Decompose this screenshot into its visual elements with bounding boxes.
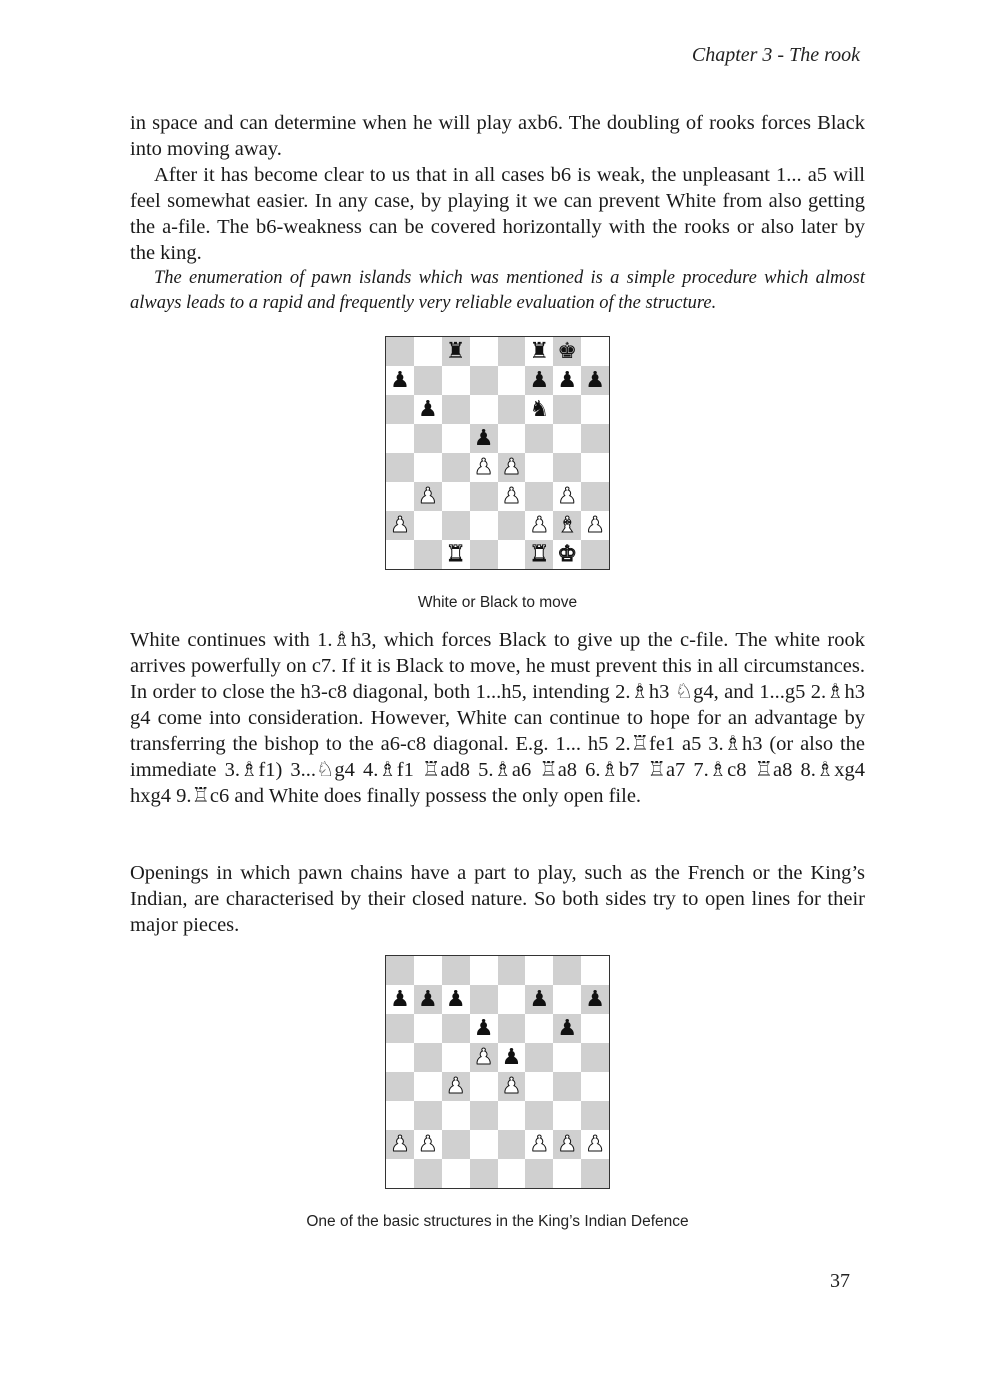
square-b4: [414, 1072, 442, 1101]
square-a5: [386, 424, 414, 453]
white-pawn-icon: ♟: [585, 512, 605, 538]
square-d1: [470, 1159, 498, 1188]
black-pawn-icon: ♟: [390, 986, 410, 1012]
black-pawn-icon: ♟: [585, 367, 605, 393]
white-pawn-icon: ♟: [417, 1131, 438, 1157]
square-h2: [581, 1130, 609, 1159]
square-f1: [525, 540, 553, 569]
square-a1: [386, 1159, 414, 1188]
square-b7: [414, 366, 442, 395]
square-f5: [525, 1043, 553, 1072]
square-b3: [414, 1101, 442, 1130]
square-d4: [470, 1072, 498, 1101]
square-c2: [442, 1130, 470, 1159]
square-e2: [498, 511, 526, 540]
white-pawn-icon: ♟: [529, 512, 550, 538]
black-pawn-icon: ♟: [445, 986, 466, 1012]
square-h1: [581, 1159, 609, 1188]
white-pawn-icon: ♟: [529, 1131, 550, 1157]
square-e6: [498, 1014, 526, 1043]
square-g7: [553, 985, 581, 1014]
square-g4: [553, 453, 581, 482]
square-f5: [525, 424, 553, 453]
square-c6: [442, 1014, 470, 1043]
square-h3: [581, 1101, 609, 1130]
square-h8: [581, 337, 609, 366]
black-rook-icon: ♜: [445, 338, 466, 364]
square-b7: [414, 985, 442, 1014]
square-d3: [470, 1101, 498, 1130]
black-pawn-icon: ♟: [473, 425, 494, 451]
square-c7: [442, 366, 470, 395]
white-pawn-icon: ♟: [585, 1131, 605, 1157]
square-f6: [525, 395, 553, 424]
square-e6: [498, 395, 526, 424]
page-number: 37: [830, 1270, 850, 1292]
square-h3: [581, 482, 609, 511]
square-a3: [386, 482, 414, 511]
square-e3: [498, 482, 526, 511]
square-h6: [581, 395, 609, 424]
square-c5: [442, 424, 470, 453]
square-a8: [386, 956, 414, 985]
square-a2: [386, 511, 414, 540]
square-c1: [442, 1159, 470, 1188]
white-pawn-icon: ♟: [445, 1073, 466, 1099]
black-pawn-icon: ♟: [417, 986, 438, 1012]
white-pawn-icon: ♟: [390, 1131, 410, 1157]
square-b8: [414, 337, 442, 366]
square-a7: [386, 366, 414, 395]
square-g5: [553, 1043, 581, 1072]
square-a1: [386, 540, 414, 569]
black-pawn-icon: ♟: [417, 396, 438, 422]
black-king-icon: ♚: [557, 338, 578, 364]
white-pawn-icon: ♟: [501, 454, 522, 480]
square-d1: [470, 540, 498, 569]
white-bishop-icon: ♝: [557, 512, 578, 538]
square-b1: [414, 1159, 442, 1188]
square-h5: [581, 424, 609, 453]
white-king-icon: ♚: [557, 541, 578, 567]
white-pawn-icon: ♟: [417, 483, 438, 509]
white-pawn-icon: ♟: [390, 512, 410, 538]
white-pawn-icon: ♟: [473, 1044, 494, 1070]
square-c7: [442, 985, 470, 1014]
paragraph-5: Openings in which pawn chains have a part to play, such as the French or the King’s Indian, are characterised by their closed nature. So both sides try to open lines for their major pieces.: [130, 862, 865, 936]
square-d8: [470, 956, 498, 985]
paragraph-4: White continues with 1.♗h3, which forces Black to give up the c-file. The white rook arrives powerfully on c7. If it is Black to move, he must prevent this in all circumstances. In order to close the h3-c8 diagonal, both 1...h5, intending 2.♗h3 ♘g4, and 1...g5 2.♗h3 g4 come into consideration. However, White can continue to hope for an advantage by transferring the bishop to the a6-c8 diagonal. E.g. 1... h5 2.♖fe1 a5 3.♗h3 (or also the immediate 3.♗f1) 3...♘g4 4.♗f1 ♖ad8 5.♗a6 ♖a8 6.♗b7 ♖a7 7.♗c8 ♖a8 8.♗xg4 hxg4 9.♖c6 and White does finally possess the only open file.: [130, 629, 865, 807]
square-b6: [414, 395, 442, 424]
square-f6: [525, 1014, 553, 1043]
square-b5: [414, 424, 442, 453]
square-d3: [470, 482, 498, 511]
square-g2: [553, 511, 581, 540]
square-g6: [553, 1014, 581, 1043]
square-e8: [498, 337, 526, 366]
black-rook-icon: ♜: [529, 338, 550, 364]
white-pawn-icon: ♟: [557, 1131, 578, 1157]
black-pawn-icon: ♟: [473, 1015, 494, 1041]
square-h6: [581, 1014, 609, 1043]
square-a2: [386, 1130, 414, 1159]
square-b1: [414, 540, 442, 569]
black-pawn-icon: ♟: [390, 367, 410, 393]
square-d7: [470, 366, 498, 395]
square-e4: [498, 1072, 526, 1101]
square-c3: [442, 1101, 470, 1130]
square-b5: [414, 1043, 442, 1072]
square-h4: [581, 453, 609, 482]
square-f1: [525, 1159, 553, 1188]
chess-diagram-2: [385, 955, 610, 1189]
square-f7: [525, 366, 553, 395]
square-e5: [498, 424, 526, 453]
square-a6: [386, 1014, 414, 1043]
square-a4: [386, 1072, 414, 1101]
square-g1: [553, 540, 581, 569]
square-h7: [581, 366, 609, 395]
square-g3: [553, 482, 581, 511]
square-h1: [581, 540, 609, 569]
square-g2: [553, 1130, 581, 1159]
square-f7: [525, 985, 553, 1014]
black-pawn-icon: ♟: [557, 1015, 578, 1041]
square-d4: [470, 453, 498, 482]
square-f4: [525, 453, 553, 482]
square-f8: [525, 956, 553, 985]
square-b3: [414, 482, 442, 511]
square-d8: [470, 337, 498, 366]
square-g7: [553, 366, 581, 395]
black-knight-icon: ♞: [529, 396, 550, 422]
black-pawn-icon: ♟: [585, 986, 605, 1012]
square-e7: [498, 985, 526, 1014]
square-g6: [553, 395, 581, 424]
square-d7: [470, 985, 498, 1014]
square-a7: [386, 985, 414, 1014]
square-h4: [581, 1072, 609, 1101]
square-c2: [442, 511, 470, 540]
black-pawn-icon: ♟: [529, 986, 550, 1012]
white-pawn-icon: ♟: [501, 483, 522, 509]
white-pawn-icon: ♟: [501, 1073, 522, 1099]
square-a6: [386, 395, 414, 424]
square-g5: [553, 424, 581, 453]
square-a8: [386, 337, 414, 366]
square-e8: [498, 956, 526, 985]
square-d5: [470, 1043, 498, 1072]
diagram-1-caption: White or Black to move: [417, 594, 578, 611]
running-head: Chapter 3 - The rook: [691, 44, 860, 66]
square-e3: [498, 1101, 526, 1130]
black-pawn-icon: ♟: [501, 1044, 522, 1070]
square-c4: [442, 1072, 470, 1101]
square-e1: [498, 540, 526, 569]
square-d5: [470, 424, 498, 453]
square-b6: [414, 1014, 442, 1043]
paragraph-2: After it has become clear to us that in all cases b6 is weak, the unpleasant 1... a5 will feel somewhat easier. In any case, by playing it we can prevent White from also getting the a-file. The b6-weakness can be covered horizontally with the rooks or also later by the king.: [130, 164, 865, 264]
square-f4: [525, 1072, 553, 1101]
square-g1: [553, 1159, 581, 1188]
square-b2: [414, 1130, 442, 1159]
square-f2: [525, 1130, 553, 1159]
paragraph-3-italic: The enumeration of pawn islands which was mentioned is a simple procedure which almost always leads to a rapid and frequently very reliable evaluation of the structure.: [130, 268, 865, 313]
square-f3: [525, 1101, 553, 1130]
square-b2: [414, 511, 442, 540]
square-d6: [470, 395, 498, 424]
square-f8: [525, 337, 553, 366]
square-h5: [581, 1043, 609, 1072]
white-rook-icon: ♜: [529, 541, 550, 567]
square-c1: [442, 540, 470, 569]
square-e5: [498, 1043, 526, 1072]
square-c5: [442, 1043, 470, 1072]
square-c3: [442, 482, 470, 511]
square-f3: [525, 482, 553, 511]
square-f2: [525, 511, 553, 540]
square-g3: [553, 1101, 581, 1130]
square-a4: [386, 453, 414, 482]
white-rook-icon: ♜: [445, 541, 466, 567]
square-c4: [442, 453, 470, 482]
square-c8: [442, 956, 470, 985]
paragraph-1: in space and can determine when he will play axb6. The doubling of rooks forces Black into moving away.: [130, 112, 865, 160]
square-e1: [498, 1159, 526, 1188]
square-b8: [414, 956, 442, 985]
square-g8: [553, 956, 581, 985]
white-pawn-icon: ♟: [473, 454, 494, 480]
square-h7: [581, 985, 609, 1014]
square-g8: [553, 337, 581, 366]
black-pawn-icon: ♟: [557, 367, 578, 393]
square-e4: [498, 453, 526, 482]
square-e2: [498, 1130, 526, 1159]
square-a5: [386, 1043, 414, 1072]
chess-diagram-1: [385, 336, 610, 570]
square-d2: [470, 1130, 498, 1159]
square-c8: [442, 337, 470, 366]
square-c6: [442, 395, 470, 424]
black-pawn-icon: ♟: [529, 367, 550, 393]
square-e7: [498, 366, 526, 395]
square-b4: [414, 453, 442, 482]
square-a3: [386, 1101, 414, 1130]
square-h8: [581, 956, 609, 985]
square-g4: [553, 1072, 581, 1101]
diagram-2-caption: One of the basic structures in the King’s Indian Defence: [306, 1213, 689, 1230]
white-pawn-icon: ♟: [557, 483, 578, 509]
square-d6: [470, 1014, 498, 1043]
square-d2: [470, 511, 498, 540]
square-h2: [581, 511, 609, 540]
